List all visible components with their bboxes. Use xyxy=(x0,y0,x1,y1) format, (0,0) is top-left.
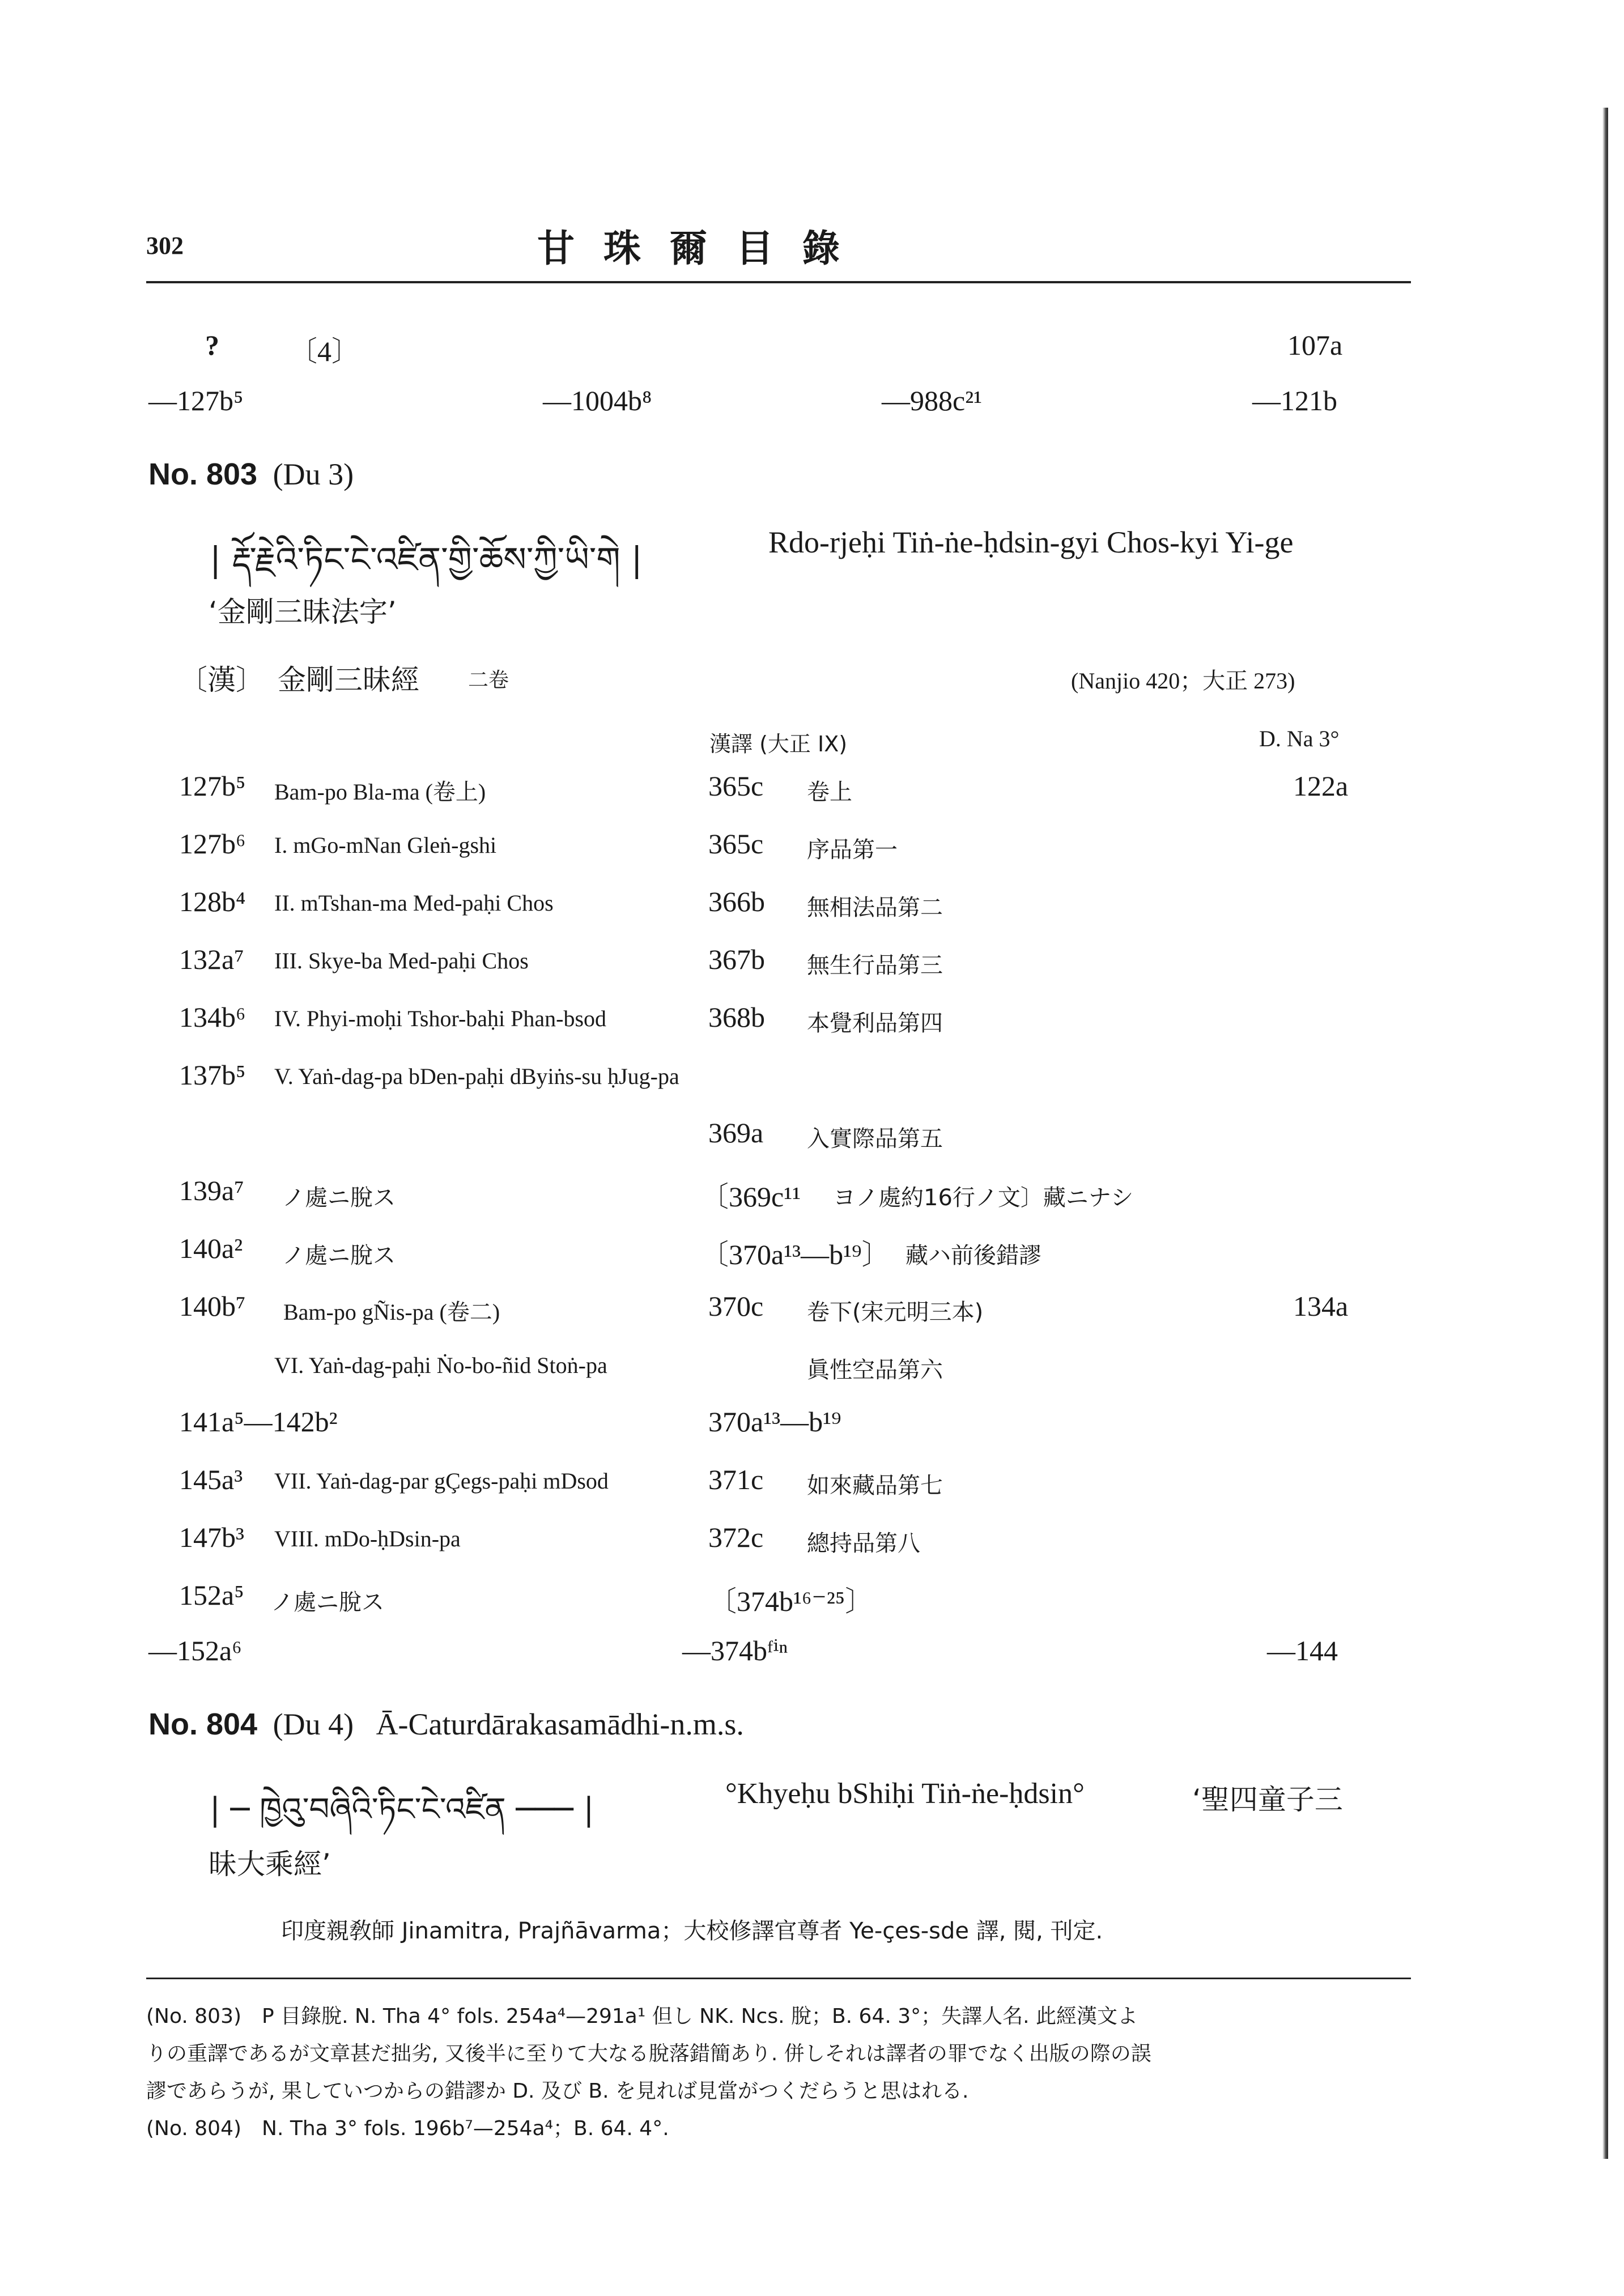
row-description: VII. Yaṅ-dag-par gÇegs-paḥi mDsod xyxy=(274,1468,609,1494)
table-row xyxy=(0,1290,1624,1341)
top-row-2-col4: —121b xyxy=(1252,385,1337,416)
row-han-ref: 370c xyxy=(708,1290,764,1322)
row-location: —152a⁶ xyxy=(148,1635,242,1666)
footnote-rule xyxy=(146,1978,1411,1979)
row-location: 134b⁶ xyxy=(179,1001,246,1033)
entry-803-japanese-title: ‘金剛三昧法字’ xyxy=(209,596,397,628)
row-location: 137b⁵ xyxy=(179,1059,246,1091)
row-han-ref: 〔374b¹⁶⁻²⁵〕 xyxy=(708,1585,874,1617)
row-han-ref: 366b xyxy=(708,886,765,917)
row-han-text: 如來藏品第七 xyxy=(807,1473,943,1499)
table-803-col-head-d: D. Na 3° xyxy=(1259,726,1340,751)
row-han-text: 卷上 xyxy=(807,779,852,805)
table-row xyxy=(0,1174,1624,1225)
row-description: II. mTshan-ma Med-paḥi Chos xyxy=(274,890,554,916)
row-han-ref: 369a xyxy=(708,1117,764,1149)
row-description: VIII. mDo-ḥDsin-pa xyxy=(274,1526,461,1551)
entry-804-tibetan-title: | ─ ཁྱེའུ་བཞིའི་ཏིང་ངེ་འཛིན ─── | xyxy=(210,1791,594,1828)
header-rule xyxy=(146,281,1411,283)
row-han-text: 眞性空品第六 xyxy=(807,1357,943,1383)
entry-804-japanese-title-2: 昧大乘經’ xyxy=(209,1848,331,1881)
row-location: 141a⁵—142b² xyxy=(179,1406,338,1438)
page-number: 302 xyxy=(146,232,184,260)
table-row xyxy=(0,1405,1624,1456)
footnote-804: (No. 804) N. Tha 3° fols. 196b⁷—254a⁴；B. 64. 4°. xyxy=(146,2117,669,2140)
row-han-text: 入實際品第五 xyxy=(807,1126,943,1152)
row-location: 145a³ xyxy=(179,1464,243,1495)
row-description: I. mGo-mNan Gleṅ-gshi xyxy=(274,832,497,858)
row-description: ノ處ニ脫ス xyxy=(282,1243,396,1269)
row-d-ref: 134a xyxy=(1293,1290,1349,1322)
row-location: 147b³ xyxy=(179,1521,244,1553)
top-row-2-col1: —127b⁵ xyxy=(148,385,244,416)
footnote-803-line-1: (No. 803) P 目錄脫. N. Tha 4° fols. 254a⁴—291a¹ 但し NK. Ncs. 脫；B. 64. 3°；失譯人名. 此經漢文よ xyxy=(146,2005,1138,2028)
row-location: 127b⁵ xyxy=(179,770,246,802)
row-han-ref: 371c xyxy=(708,1464,764,1495)
footnote-803-line-2: りの重譯であるが文章甚だ拙劣, 又後半に至りて大なる脫落錯簡あり. 併しそれは譯者の罪でなく出版の際の誤 xyxy=(146,2042,1151,2065)
row-location: 139a⁷ xyxy=(179,1175,244,1206)
entry-804-heading xyxy=(148,1707,744,1742)
entry-803-han-volumes: 二卷 xyxy=(468,669,509,692)
row-d-ref: —144 xyxy=(1267,1635,1338,1666)
entry-803-heading xyxy=(148,457,354,492)
row-han-text: 無生行品第三 xyxy=(807,953,943,979)
row-han-ref: 368b xyxy=(708,1001,765,1033)
row-han-ref: 365c xyxy=(708,828,764,860)
top-row-1-col4: 107a xyxy=(1287,329,1343,361)
top-row-2-col2: —1004b⁸ xyxy=(543,385,652,416)
entry-804-japanese-title-1: ‘聖四童子三 xyxy=(1192,1783,1343,1816)
top-row-2-col3: —988c²¹ xyxy=(882,385,983,416)
table-row xyxy=(0,885,1624,936)
row-han-text: 本覺利品第四 xyxy=(807,1010,943,1036)
table-row xyxy=(0,769,1624,820)
top-row-1-col2: 〔4〕 xyxy=(289,335,360,367)
table-row xyxy=(0,1232,1624,1283)
entry-803-nanjio: (Nanjio 420；大正 273) xyxy=(1071,668,1295,694)
row-description: ノ處ニ脫ス xyxy=(271,1589,384,1615)
row-description: Bam-po gÑis-pa (卷二) xyxy=(283,1299,500,1325)
entry-804-number: No. 804 xyxy=(148,1707,258,1741)
entry-803-han-title: 金剛三昧經 xyxy=(278,664,419,696)
table-row xyxy=(0,1579,1624,1630)
table-row xyxy=(0,1116,1624,1167)
entry-803-transliteration: Rdo-rjeḥi Tiṅ-ṅe-ḥdsin-gyi Chos-kyi Yi-ge xyxy=(768,525,1294,559)
row-location: 128b⁴ xyxy=(179,886,246,917)
row-han-ref: 365c xyxy=(708,770,764,802)
row-location: 132a⁷ xyxy=(179,943,244,975)
row-han-ref: 〔370a¹³—b¹⁹〕 xyxy=(700,1239,890,1270)
row-d-ref: 122a xyxy=(1293,770,1349,802)
row-description: Bam-po Bla-ma (卷上) xyxy=(274,779,486,805)
table-row xyxy=(0,1634,1624,1685)
entry-804-translators: 印度親敎師 Jinamitra, Prajñāvarma；大校修譯官尊者 Ye-çes-sde 譯, 閱, 刊定. xyxy=(281,1918,1103,1944)
top-row-2 xyxy=(0,384,1624,435)
running-title: 甘 珠 爾 目 錄 xyxy=(537,227,848,270)
row-han-text: ヨノ處約16行ノ文〕藏ニナシ xyxy=(833,1185,1134,1211)
row-han-ref: 370a¹³—b¹⁹ xyxy=(708,1406,841,1438)
top-row-1 xyxy=(0,329,1624,380)
row-han-text: 無相法品第二 xyxy=(807,895,943,921)
row-han-text: 序品第一 xyxy=(807,837,898,863)
table-803-col-head-han: 漢譯 (大正 IX) xyxy=(709,732,848,756)
row-location: 152a⁵ xyxy=(179,1579,244,1611)
row-description: VI. Yaṅ-dag-paḥi Ṅo-bo-ñid Stoṅ-pa xyxy=(274,1353,607,1378)
row-description: ノ處ニ脫ス xyxy=(282,1185,396,1211)
table-row xyxy=(0,827,1624,878)
row-description: V. Yaṅ-dag-pa bDen-paḥi dByiṅs-su ḥJug-pa xyxy=(274,1064,679,1089)
row-description: IV. Phyi-moḥi Tshor-baḥi Phan-bsod xyxy=(274,1006,607,1031)
row-han-ref: 372c xyxy=(708,1521,764,1553)
table-row xyxy=(0,943,1624,994)
row-location: 140a² xyxy=(179,1232,243,1264)
table-row xyxy=(0,1001,1624,1052)
table-row xyxy=(0,1347,1624,1398)
row-location: 127b⁶ xyxy=(179,828,246,860)
footnote-803-line-3: 謬であらうが, 果していつからの錯謬か D. 及び B. を見れば見當がつくだらうと思はれる. xyxy=(146,2080,969,2103)
top-row-1-col1: ? xyxy=(205,329,219,361)
entry-803-number: No. 803 xyxy=(148,457,258,491)
entry-804-du: (Du 4) xyxy=(273,1707,354,1741)
row-han-ref: —374bᶠⁱⁿ xyxy=(682,1635,788,1666)
row-description: III. Skye-ba Med-paḥi Chos xyxy=(274,948,529,973)
entry-803-du: (Du 3) xyxy=(273,457,354,491)
entry-804-transliteration: °Khyeḥu bShiḥi Tiṅ-ṅe-ḥdsin° xyxy=(725,1778,1085,1810)
row-han-ref: 367b xyxy=(708,943,765,975)
row-han-text: 總持品第八 xyxy=(807,1530,920,1557)
entry-804-sanskrit: Ā-Caturdārakasamādhi-n.m.s. xyxy=(376,1707,744,1741)
row-han-ref: 〔369c¹¹ xyxy=(700,1181,801,1213)
table-row xyxy=(0,1463,1624,1514)
row-location: 140b⁷ xyxy=(179,1290,246,1322)
table-row xyxy=(0,1058,1624,1109)
row-han-text: 卷下(宋元明三本) xyxy=(807,1299,984,1325)
table-row xyxy=(0,1521,1624,1572)
row-han-text: 藏ハ前後錯謬 xyxy=(905,1243,1041,1269)
entry-803-han-label: 〔漢〕 xyxy=(179,664,264,696)
entry-803-tibetan-title: | རྡོ་རྗེའི་ཏིང་ངེ་འཛིན་གྱི་ཆོས་ཀྱི་ཡི་གེ | xyxy=(210,540,643,580)
